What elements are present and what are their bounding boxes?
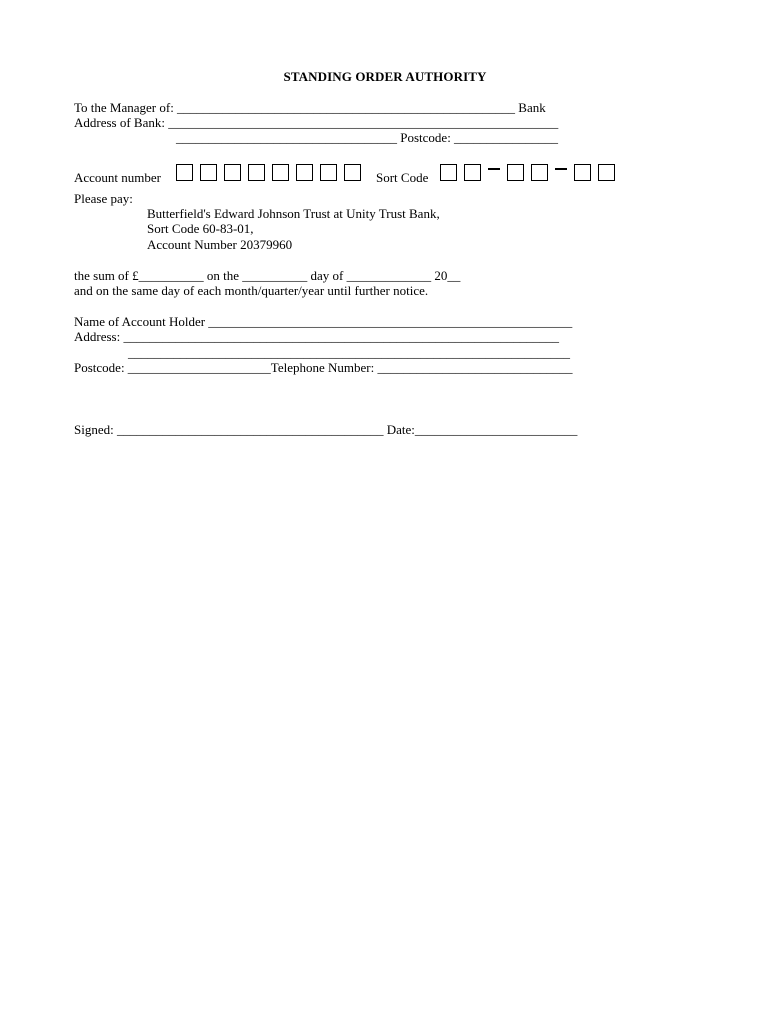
bank-address-field[interactable]: Address of Bank: ____________________________________________________________ <box>74 115 559 130</box>
account-holder-name-field[interactable]: Name of Account Holder ________________________________________________________ <box>74 314 573 329</box>
signature-date-field[interactable]: Signed: _________________________________________ Date:_________________________ <box>74 422 578 437</box>
account-digit-box[interactable] <box>248 164 265 181</box>
account-number-label: Account number <box>74 170 162 185</box>
account-digit-box[interactable] <box>344 164 361 181</box>
payment-frequency-text: and on the same day of each month/quarter/year until further notice. <box>74 283 429 298</box>
account-digit-box[interactable] <box>224 164 241 181</box>
account-digit-box[interactable] <box>272 164 289 181</box>
payee-name: Butterfield's Edward Johnson Trust at Unity Trust Bank, <box>147 206 440 221</box>
sort-code-digit-box[interactable] <box>574 164 591 181</box>
sort-code-digit-box[interactable] <box>464 164 481 181</box>
bank-manager-field[interactable]: To the Manager of: ____________________________________________________ Bank <box>74 100 546 115</box>
sort-code-digit-box[interactable] <box>598 164 615 181</box>
sort-code-separator <box>555 168 567 170</box>
postcode-telephone-field[interactable]: Postcode: ______________________Telephone Number: ______________________________ <box>74 360 573 375</box>
sort-code-label: Sort Code <box>376 170 429 185</box>
account-digit-box[interactable] <box>176 164 193 181</box>
form-title: STANDING ORDER AUTHORITY <box>283 69 487 84</box>
sort-code-separator <box>488 168 500 170</box>
account-digit-box[interactable] <box>200 164 217 181</box>
account-holder-address-field[interactable]: Address: ___________________________________________________________________ <box>74 329 559 344</box>
sort-code-digit-box[interactable] <box>531 164 548 181</box>
payee-account-number: Account Number 20379960 <box>147 237 293 252</box>
bank-postcode-field[interactable]: __________________________________ Postcode: ________________ <box>176 130 559 145</box>
account-holder-address-field-2[interactable]: ____________________________________________________________________ <box>128 345 570 360</box>
account-digit-box[interactable] <box>320 164 337 181</box>
account-number-boxes[interactable] <box>176 164 368 181</box>
sort-code-digit-box[interactable] <box>440 164 457 181</box>
sort-code-digit-box[interactable] <box>507 164 524 181</box>
payee-sort-code: Sort Code 60-83-01, <box>147 221 254 236</box>
account-digit-box[interactable] <box>296 164 313 181</box>
please-pay-label: Please pay: <box>74 191 133 206</box>
sort-code-boxes[interactable] <box>440 164 622 181</box>
payment-amount-field[interactable]: the sum of £__________ on the __________ day of _____________ 20__ <box>74 268 461 283</box>
